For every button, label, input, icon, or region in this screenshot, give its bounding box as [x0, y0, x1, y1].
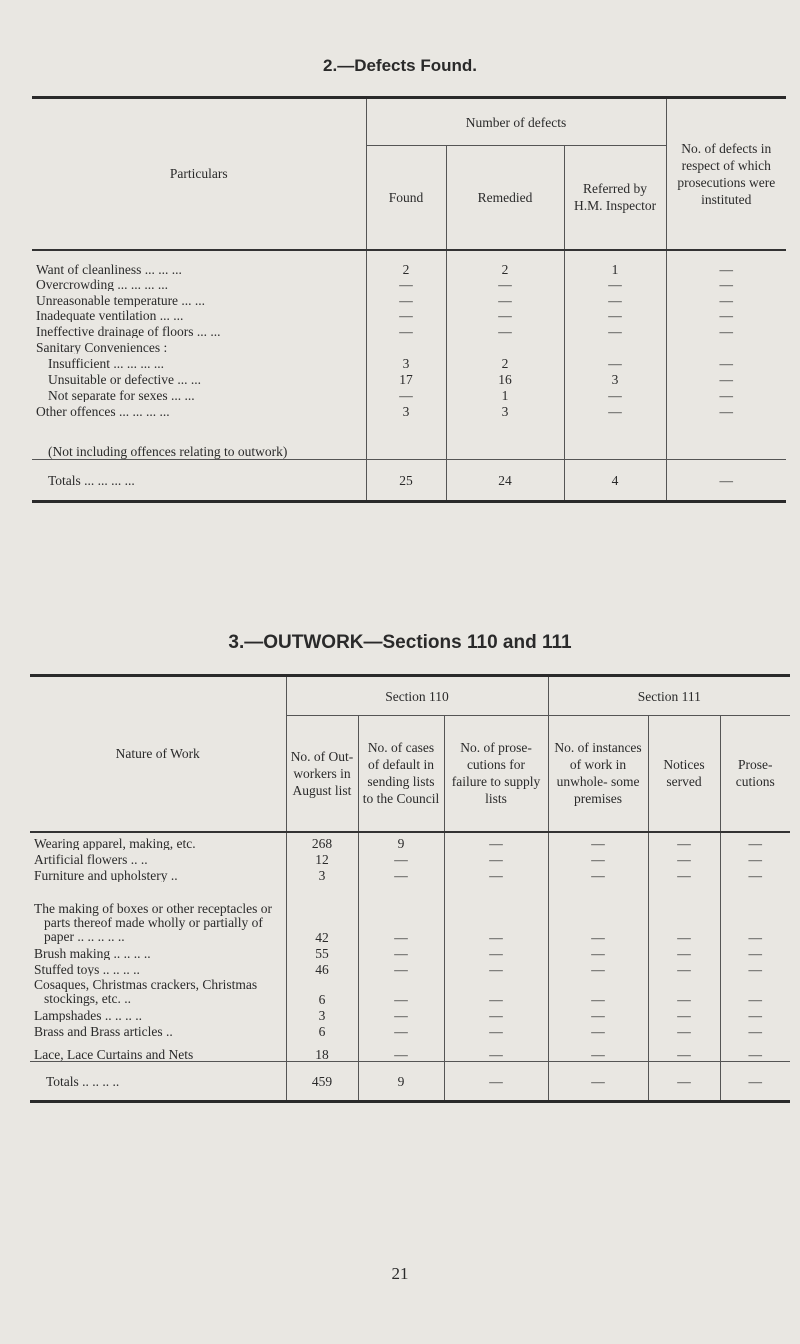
row-label: Other offences ... ... ... ...	[36, 403, 170, 418]
referred-cell: 3	[564, 370, 666, 386]
table-row	[32, 338, 786, 354]
row-label: Want of cleanliness ... ... ...	[36, 261, 182, 276]
pros111-cell: —	[720, 960, 790, 976]
remedied-cell: —	[446, 307, 564, 322]
outworkers-cell: 46	[286, 960, 358, 976]
prosecutions-cell	[666, 338, 786, 354]
table-row	[32, 276, 786, 291]
remedied-cell: —	[446, 322, 564, 338]
pros111-cell: —	[720, 832, 790, 850]
remedied-cell	[446, 338, 564, 354]
totals-default: 9	[358, 1062, 444, 1102]
row-label: Wearing apparel, making, etc.	[34, 835, 196, 850]
outworkers-cell: 18	[286, 1038, 358, 1062]
table-row	[32, 322, 786, 338]
remedied-cell	[446, 418, 564, 460]
header-number-of-defects: Number of defects	[366, 98, 666, 146]
pros110-cell: —	[444, 944, 548, 960]
pros110-cell: —	[444, 1022, 548, 1038]
notices-cell: —	[648, 882, 720, 944]
outworkers-cell: 42	[286, 882, 358, 944]
pros110-cell: —	[444, 976, 548, 1006]
row-label: Brush making .. .. .. ..	[34, 945, 151, 960]
notices-cell: —	[648, 832, 720, 850]
outworkers-cell: 12	[286, 850, 358, 866]
pros111-cell: —	[720, 944, 790, 960]
outworkers-cell: 3	[286, 1006, 358, 1022]
remedied-cell: 3	[446, 402, 564, 418]
table-row	[32, 418, 786, 460]
prosecutions-cell	[666, 418, 786, 460]
notices-cell: —	[648, 960, 720, 976]
table-row	[32, 386, 786, 402]
pros110-cell: —	[444, 1038, 548, 1062]
table-row	[30, 850, 790, 866]
table-row	[30, 1038, 790, 1062]
totals-pros110: —	[444, 1062, 548, 1102]
pros111-cell: —	[720, 1038, 790, 1062]
row-label: (Not including offences relating to outwork)	[48, 444, 288, 459]
pros111-cell: —	[720, 976, 790, 1006]
pros111-cell: —	[720, 866, 790, 882]
header-prosecutions: No. of defects in respect of which prosecutions were instituted	[666, 98, 786, 250]
section3-title: 3.—OUTWORK—Sections 110 and 111	[228, 632, 572, 653]
header-default-cases: No. of cases of default in sending lists to the Council	[358, 716, 444, 832]
referred-cell	[564, 338, 666, 354]
found-cell: 17	[366, 370, 446, 386]
found-cell: —	[366, 276, 446, 291]
table-row	[32, 354, 786, 370]
notices-cell: —	[648, 976, 720, 1006]
totals-prosecutions: —	[666, 460, 786, 502]
prosecutions-cell: —	[666, 322, 786, 338]
header-notices: Notices served	[648, 716, 720, 832]
referred-cell: 1	[564, 250, 666, 276]
row-label: Overcrowding ... ... ... ...	[36, 276, 168, 291]
found-cell: —	[366, 307, 446, 322]
header-prosecutions-failure: No. of prose- cutions for failure to supply lists	[444, 716, 548, 832]
row-label: Artificial flowers .. ..	[34, 851, 148, 866]
instances-cell: —	[548, 882, 648, 944]
instances-cell: —	[548, 866, 648, 882]
instances-cell: —	[548, 1022, 648, 1038]
header-particulars: Particulars	[32, 98, 366, 250]
notices-cell: —	[648, 850, 720, 866]
remedied-cell: 2	[446, 354, 564, 370]
row-label: Cosaques, Christmas crackers, Christmas stockings, etc. ..	[34, 976, 258, 1006]
found-cell	[366, 338, 446, 354]
pros111-cell: —	[720, 1022, 790, 1038]
instances-cell: —	[548, 1038, 648, 1062]
row-label: Lampshades .. .. .. ..	[34, 1007, 142, 1022]
totals-instances: —	[548, 1062, 648, 1102]
found-cell: 3	[366, 402, 446, 418]
totals-pros111: —	[720, 1062, 790, 1102]
row-label: Unsuitable or defective ... ...	[48, 371, 201, 386]
table-row	[30, 882, 790, 944]
default-cell: —	[358, 1022, 444, 1038]
row-label: Stuffed toys .. .. .. ..	[34, 961, 140, 976]
pros111-cell: —	[720, 882, 790, 944]
prosecutions-cell: —	[666, 370, 786, 386]
remedied-cell: 16	[446, 370, 564, 386]
referred-cell	[564, 418, 666, 460]
totals-row	[32, 460, 786, 502]
default-cell: —	[358, 976, 444, 1006]
row-label: Furniture and upholstery ..	[34, 867, 178, 882]
referred-cell: —	[564, 307, 666, 322]
totals-outworkers: 459	[286, 1062, 358, 1102]
notices-cell: —	[648, 1022, 720, 1038]
table-row	[30, 944, 790, 960]
notices-cell: —	[648, 1006, 720, 1022]
default-cell: —	[358, 882, 444, 944]
header-nature-of-work: Nature of Work	[30, 676, 286, 832]
prosecutions-cell: —	[666, 354, 786, 370]
default-cell: —	[358, 850, 444, 866]
instances-cell: —	[548, 976, 648, 1006]
default-cell: —	[358, 866, 444, 882]
row-label: Insufficient ... ... ... ...	[48, 355, 164, 370]
totals-referred: 4	[564, 460, 666, 502]
table-row	[32, 307, 786, 322]
table-row	[32, 291, 786, 307]
table-row	[30, 866, 790, 882]
totals-row	[30, 1062, 790, 1102]
pros110-cell: —	[444, 882, 548, 944]
header-instances: No. of instances of work in unwhole- some premises	[548, 716, 648, 832]
referred-cell: —	[564, 354, 666, 370]
totals-found: 25	[366, 460, 446, 502]
totals-notices: —	[648, 1062, 720, 1102]
pros110-cell: —	[444, 960, 548, 976]
found-cell: —	[366, 386, 446, 402]
prosecutions-cell: —	[666, 276, 786, 291]
totals-label: Totals ... ... ... ...	[32, 460, 366, 502]
referred-cell: —	[564, 291, 666, 307]
pros110-cell: —	[444, 866, 548, 882]
prosecutions-cell: —	[666, 291, 786, 307]
remedied-cell: 1	[446, 386, 564, 402]
section2-title: 2.—Defects Found.	[323, 56, 477, 75]
remedied-cell: 2	[446, 250, 564, 276]
table-row	[30, 832, 790, 850]
notices-cell: —	[648, 866, 720, 882]
pros110-cell: —	[444, 850, 548, 866]
instances-cell: —	[548, 832, 648, 850]
prosecutions-cell: —	[666, 250, 786, 276]
table-row	[32, 370, 786, 386]
row-label: Lace, Lace Curtains and Nets	[34, 1047, 194, 1062]
remedied-cell: —	[446, 291, 564, 307]
instances-cell: —	[548, 850, 648, 866]
table-row	[30, 1022, 790, 1038]
referred-cell: —	[564, 386, 666, 402]
default-cell: —	[358, 944, 444, 960]
header-remedied: Remedied	[446, 146, 564, 250]
header-prosecutions-111: Prose- cutions	[720, 716, 790, 832]
found-cell: —	[366, 291, 446, 307]
defects-table	[32, 96, 786, 503]
table-row	[30, 1006, 790, 1022]
outworkers-cell: 55	[286, 944, 358, 960]
prosecutions-cell: —	[666, 307, 786, 322]
header-section-110: Section 110	[286, 676, 548, 716]
prosecutions-cell: —	[666, 402, 786, 418]
row-label: Not separate for sexes ... ...	[48, 387, 195, 402]
pros110-cell: —	[444, 832, 548, 850]
remedied-cell: —	[446, 276, 564, 291]
found-cell: 2	[366, 250, 446, 276]
table-row	[32, 250, 786, 276]
found-cell	[366, 418, 446, 460]
page-number: 21	[391, 1264, 409, 1283]
row-label: Inadequate ventilation ... ...	[36, 307, 184, 322]
default-cell: 9	[358, 832, 444, 850]
row-label: Ineffective drainage of floors ... ...	[36, 323, 221, 338]
instances-cell: —	[548, 1006, 648, 1022]
header-outworkers: No. of Out- workers in August list	[286, 716, 358, 832]
pros111-cell: —	[720, 850, 790, 866]
outworkers-cell: 6	[286, 976, 358, 1006]
instances-cell: —	[548, 944, 648, 960]
header-section-111: Section 111	[548, 676, 790, 716]
row-label: The making of boxes or other receptacles or parts thereof made wholly or partially of paper .. .. .. .. ..	[34, 900, 273, 944]
totals-remedied: 24	[446, 460, 564, 502]
referred-cell: —	[564, 322, 666, 338]
row-label: Unreasonable temperature ... ...	[36, 292, 206, 307]
row-label: Brass and Brass articles ..	[34, 1023, 173, 1038]
outwork-table	[30, 674, 790, 1103]
pros111-cell: —	[720, 1006, 790, 1022]
pros110-cell: —	[444, 1006, 548, 1022]
header-found: Found	[366, 146, 446, 250]
default-cell: —	[358, 1006, 444, 1022]
header-referred: Referred by H.M. Inspector	[564, 146, 666, 250]
totals-label: Totals .. .. .. ..	[30, 1062, 286, 1102]
outworkers-cell: 6	[286, 1022, 358, 1038]
found-cell: 3	[366, 354, 446, 370]
instances-cell: —	[548, 960, 648, 976]
table-row	[32, 402, 786, 418]
table-row	[30, 976, 790, 1006]
table-row	[30, 960, 790, 976]
found-cell: —	[366, 322, 446, 338]
default-cell: —	[358, 960, 444, 976]
prosecutions-cell: —	[666, 386, 786, 402]
outworkers-cell: 3	[286, 866, 358, 882]
notices-cell: —	[648, 944, 720, 960]
notices-cell: —	[648, 1038, 720, 1062]
referred-cell: —	[564, 402, 666, 418]
default-cell: —	[358, 1038, 444, 1062]
referred-cell: —	[564, 276, 666, 291]
row-label: Sanitary Conveniences :	[36, 339, 168, 354]
outworkers-cell: 268	[286, 832, 358, 850]
